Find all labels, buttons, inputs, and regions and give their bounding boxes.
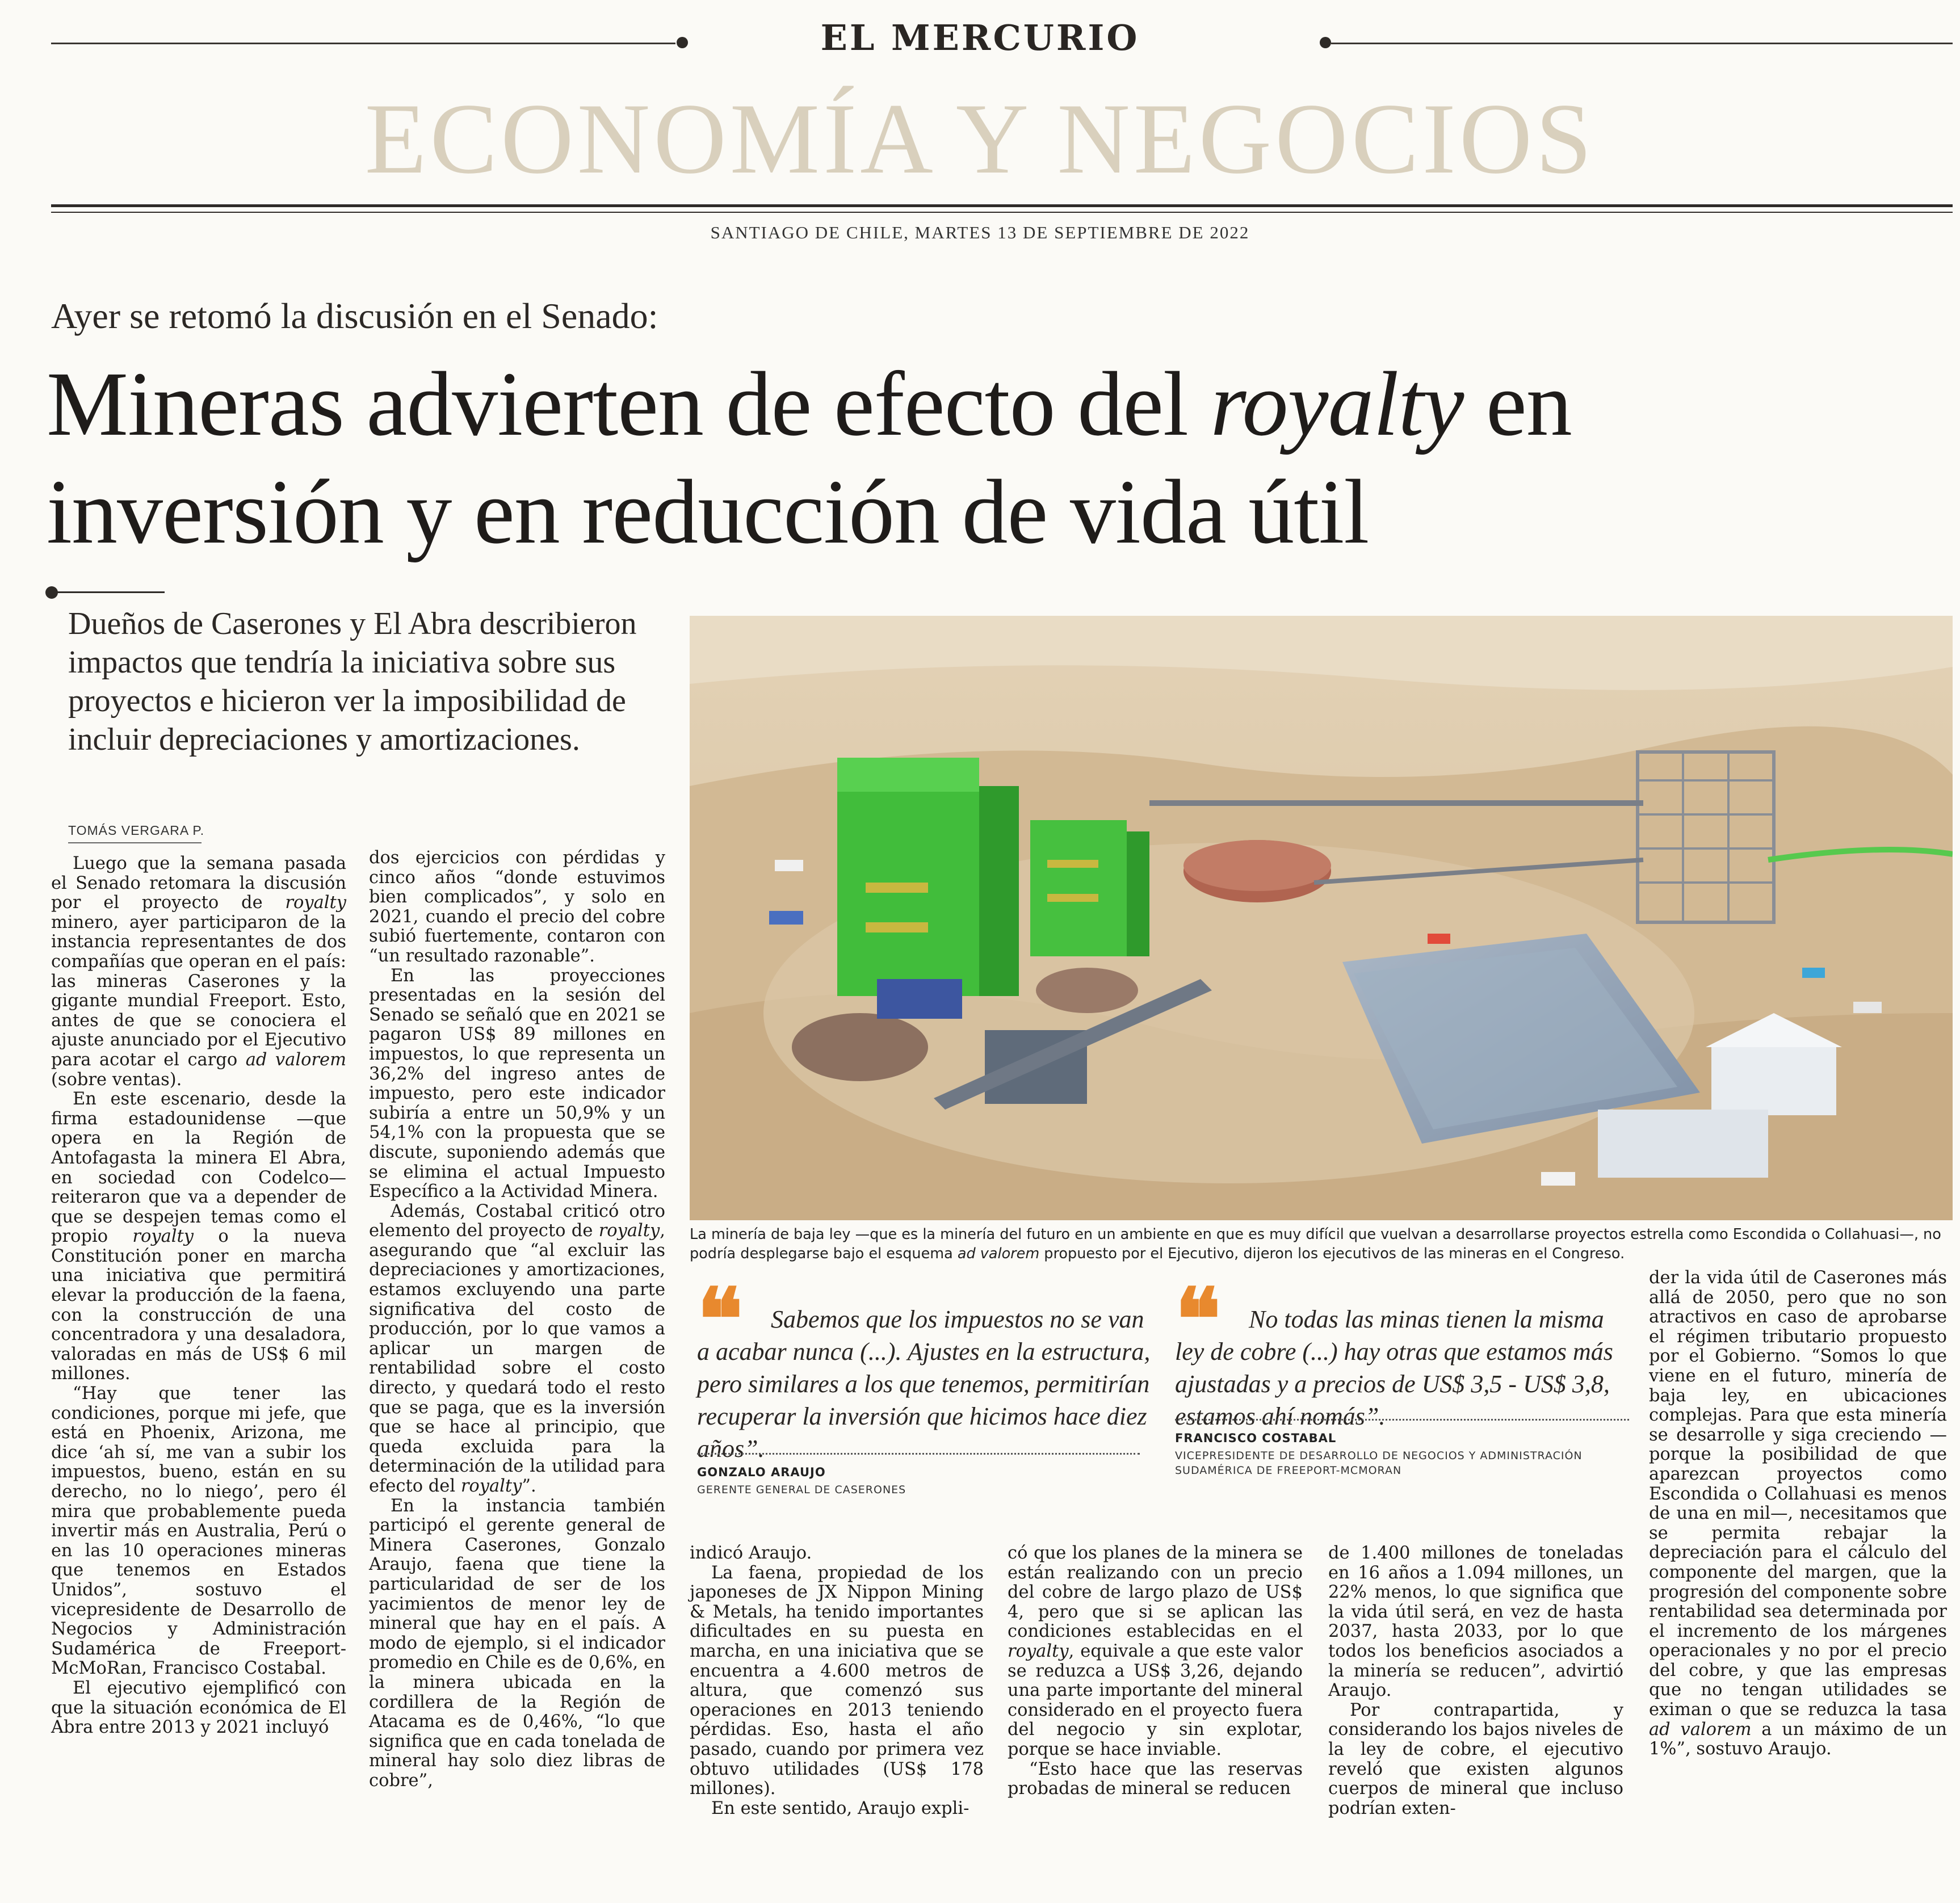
col1-paragraph-4: El ejecutivo ejemplificó con que la situación económica de El Abra entre 2013 y 2021 incluyó (51, 1678, 346, 1738)
body-column-2 (369, 848, 665, 1791)
col3-paragraph-3: En este sentido, Araujo expli- (711, 1798, 969, 1818)
quote-text: Sabemos que los impuestos no se van a acabar nunca (...). Ajustes en la estructura, pero similares a los que tenemos, permitirían recuperar la inversión que hicimos hace diez años”. (697, 1305, 1151, 1463)
quote-2-name: FRANCISCO COSTABAL (1175, 1431, 1337, 1445)
col3-paragraph-1: indicó Araujo. (690, 1543, 812, 1563)
italic-run: royalty (598, 1221, 660, 1241)
text-run: der la vida útil de Caserones más allá de 2050, pero que no son atractivos en caso de aprobarse el régimen tributario propuesto por el Gobierno. “Somos lo que viene en el futuro, minería de baja ley, en ubicaciones complejas. Para que esta minería se desarrolle y siga creciendo —porque la posibilidad de que aparezcan proyectos como Escondida o Collahuasi es menos de una en mil—, necesitamos que se permita rebajar la depreciación para el cálculo del componente del margen, que la progresión del componente sobre rentabilidad sea determinada por el incremento de los márgenes operacionales y no por el precio del cobre, y que las empresas que no tengan utilidades se eximan o que se reduzca la tasa (1649, 1268, 1947, 1720)
text-run: ”. (522, 1476, 536, 1496)
deck-bullet (45, 586, 58, 599)
header-rule-thick (51, 204, 1953, 207)
text-run: minero, ayer participaron de la instancia representantes de dos compañías que operan en el país: las mineras Caserones y la gigante mundial Freeport. Esto, antes de que se conociera el ajuste anunciado por el Ejecutivo para acotar el cargo (51, 912, 346, 1070)
col5-paragraph-1: de 1.400 millones de toneladas en 16 años a 1.094 millones, un 22% menos, lo que significa que la vida útil será, en vez de hasta 2037, hasta 2033, por lo que todos los beneficios asociados a la minería se reducen”, advirtió Araujo. (1328, 1543, 1623, 1701)
deck: Dueños de Caserones y El Abra describieron impactos que tendría la iniciativa sobre sus proyectos e hicieron ver la imposibilidad de incluir depreciaciones y amortizaciones. (68, 606, 637, 757)
text-run: có que los planes de la minera se están realizando con un precio del cobre de largo plazo de US$ 4, pero que si se aplican las condiciones establecidas en el (1008, 1543, 1303, 1642)
quote-text: No todas las minas tienen la misma ley de cobre (...) hay otras que estamos más ajustadas y a precios de US$ 3,5 - US$ 3,8, estamos ahí nomás”. (1175, 1305, 1613, 1430)
quote-1-name: GONZALO ARAUJO (697, 1465, 826, 1479)
italic-run: royalty (285, 893, 346, 913)
body-column-3 (690, 1544, 984, 1818)
quote-2-rule (1175, 1419, 1629, 1421)
italic-run: ad valorem (957, 1245, 1040, 1262)
col1-paragraph-2 (51, 1090, 346, 1384)
section-title: ECONOMÍA Y NEGOCIOS (364, 82, 1596, 195)
text-run: propuesto por el Ejecutivo, dijeron los ejecutivos de las mineras en el Congreso. (1039, 1245, 1625, 1262)
italic-run: royalty (132, 1226, 194, 1247)
quote-mark-icon: ❝ (1175, 1270, 1221, 1370)
text-run: Además, Costabal criticó otro elemento del proyecto de (369, 1201, 665, 1241)
body-column-5 (1328, 1544, 1623, 1818)
text-run: La minería de baja ley —que es la minería del futuro en un ambiente en que es muy difícil que vuelvan a desarrollarse proyectos estrella como Escondida o Collahuasi—, no podría desplegarse bajo el esquema (690, 1226, 1941, 1262)
col4-paragraph-2: “Esto hace que las reservas probadas de mineral se reducen (1008, 1759, 1303, 1799)
newspaper-name: EL MERCURIO (820, 17, 1140, 58)
headline-italic: royalty (1210, 354, 1464, 455)
headline-part2: en (1463, 354, 1572, 455)
col4-paragraph-1 (1008, 1544, 1303, 1760)
body-column-4 (1008, 1544, 1303, 1799)
headline-part1: Mineras advierten de efecto del (47, 354, 1211, 455)
italic-run: ad valorem (1649, 1719, 1752, 1740)
col1-paragraph-1 (51, 854, 346, 1090)
col1-paragraph-3: “Hay que tener las condiciones, porque mi jefe, que está en Phoenix, Arizona, me dice ‘ah sí, me van a subir los impuestos, bueno, están en su derecho, no lo niego’, pero él mira que probablemente pueda invertir más en Australia, Perú o en las 10 operaciones mineras que tenemos en Estados Unidos”, sostuvo el vicepresidente de Desarrollo de Negocios y Administración Sudamérica de Freeport-McMoRan, Francisco Costabal. (51, 1384, 346, 1679)
byline: TOMÁS VERGARA P. (68, 823, 205, 838)
text-run: En este escenario, desde la firma estadounidense —que opera en la Región de Antofagasta la minera El Abra, en sociedad con Codelco— reiteraron que va a depender de que se despejen temas como el propio (51, 1089, 346, 1247)
kicker: Ayer se retomó la discusión en el Senado: (51, 296, 658, 336)
quote-2-role (1175, 1448, 1583, 1478)
col6-paragraph-1 (1649, 1268, 1947, 1759)
text-run: a un máximo de un 1%”, sostuvo Araujo. (1649, 1719, 1947, 1759)
mine-photo (690, 616, 1953, 1220)
quote-mark-icon: ❝ (697, 1270, 743, 1370)
headline (47, 351, 1920, 566)
text-run: Luego que la semana pasada el Senado retomara la discusión por el proyecto de (51, 854, 346, 913)
col2-paragraph-1: dos ejercicios con pérdidas y cinco años “donde estuvimos bien complicados”, y solo en 2021, cuando el precio del cobre subió fuertemente, contaron con “un resultado razonable”. (369, 848, 665, 966)
headline-line2: inversión y en reducción de vida útil (47, 461, 1369, 563)
pull-quote-2 (1175, 1303, 1629, 1432)
text-run: (sobre ventas). (51, 1069, 182, 1090)
col3-paragraph-2: La faena, propiedad de los japoneses de JX Nippon Mining & Metals, ha tenido importantes dificultades en su puesta en marcha, en una iniciativa que se encuentra a 4.600 metros de altura, que comenzó sus operaciones en 2013 teniendo pérdidas. Eso, hasta el año pasado, cuando por primera vez obtuvo utilidades (US$ 178 millones). (690, 1562, 984, 1799)
italic-run: ad valorem (245, 1049, 346, 1070)
dateline: SANTIAGO DE CHILE, MARTES 13 DE SEPTIEMBRE DE 2022 (710, 222, 1250, 242)
italic-run: royalty (460, 1476, 522, 1496)
deck-rule (57, 591, 165, 593)
quote-2-role-line2: SUDAMÉRICA DE FREEPORT-MCMORAN (1175, 1464, 1402, 1477)
body-column-6 (1649, 1268, 1947, 1759)
col5-paragraph-2: Por contrapartida, y considerando los bajos niveles de la ley de cobre, el ejecutivo reveló que existen algunos cuerpos de mineral que incluso podrían exten- (1328, 1700, 1623, 1818)
col2-paragraph-4: En la instancia también participó el gerente general de Minera Caserones, Gonzalo Araujo, faena que tiene la particularidad de ser de los yacimientos de menor ley de mineral que hay en el país. A modo de ejemplo, si el indicador promedio en Chile es de 0,6%, en la minera ubicada en la cordillera de la Región de Atacama es de 0,46%, “lo que significa que en cada tonelada de mineral hay solo diez libras de cobre”, (369, 1495, 665, 1791)
quote-2-role-line1: VICEPRESIDENTE DE DESARROLLO DE NEGOCIOS Y ADMINISTRACIÓN (1175, 1450, 1583, 1462)
body-column-1 (51, 854, 346, 1738)
text-run: , equivale a que este valor se reduzca a US$ 3,26, dejando una parte importante del mineral considerado en el proyecto fuera del negocio y sin explotar, porque se hace inviable. (1008, 1641, 1303, 1759)
text-run: o la nueva Constitución poner en marcha una iniciativa que permitirá elevar la producción de la faena, con la construcción de una concentradora y una desaladora, valoradas en más de US$ 6 mil millones. (51, 1226, 346, 1384)
pull-quote-1 (697, 1303, 1151, 1465)
quote-1-rule (697, 1453, 1140, 1455)
italic-run: royalty (1008, 1641, 1069, 1661)
mine-plant-illustration (690, 616, 1953, 1220)
header-rule-thin (51, 212, 1953, 213)
text-run: , asegurando que “al excluir las depreciaciones y amortizaciones, estamos excluyendo una parte significativa del costo de producción, por lo que vamos a aplicar un margen de rentabilidad sobre el costo directo, y quedará todo el resto que se paga, que es la inversión que se hace al principio, que queda excluida para la determinación de la utilidad para efecto del (369, 1221, 665, 1496)
byline-underline (68, 842, 202, 843)
photo-caption (690, 1225, 1953, 1263)
col2-paragraph-2: En las proyecciones presentadas en la sesión del Senado se señaló que en 2021 se pagaron US$ 89 millones en impuestos, lo que representa un 36,2% del ingreso antes de impuesto, pero este indicador subiría a entre un 50,9% y un 54,1% con la propuesta que se discute, suponiendo además que se elimina el actual Impuesto Específico a la Actividad Minera. (369, 965, 665, 1202)
quote-1-role: GERENTE GENERAL DE CASERONES (697, 1484, 906, 1496)
col2-paragraph-3 (369, 1202, 665, 1497)
